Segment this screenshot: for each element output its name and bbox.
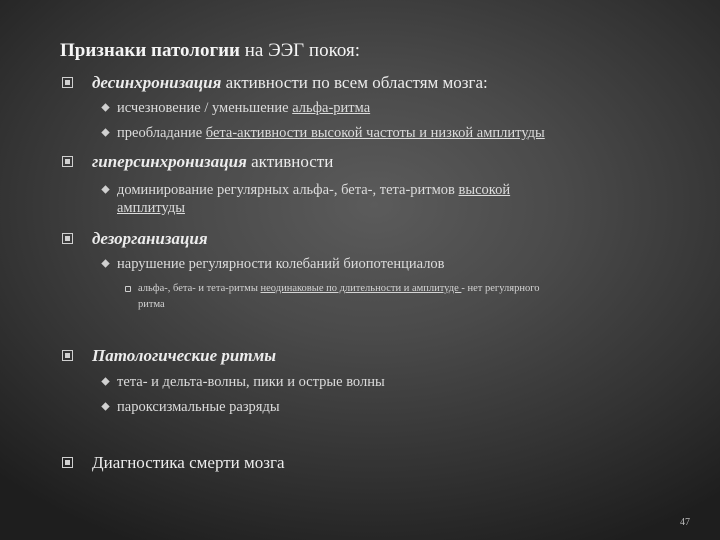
diamond-bullet-icon bbox=[101, 402, 109, 410]
page-number: 47 bbox=[680, 517, 690, 528]
sub-item-continuation bbox=[117, 200, 185, 217]
sub-item bbox=[117, 374, 385, 391]
bullet-item-brain-death bbox=[92, 453, 285, 473]
diamond-bullet-icon bbox=[101, 128, 109, 136]
sub-item-link[interactable]: высокой bbox=[458, 182, 511, 198]
sub-item-link[interactable]: бета-активности высокой частоты и низкой амплитуды bbox=[205, 125, 545, 141]
slide-title bbox=[60, 40, 360, 62]
square-bullet-icon bbox=[62, 233, 73, 244]
item-emphasis: Патологические ритмы bbox=[92, 346, 277, 365]
sub-sub-item bbox=[138, 282, 540, 296]
item-text: Диагностика смерти мозга bbox=[92, 453, 285, 472]
sub-item bbox=[117, 182, 510, 199]
sub-item bbox=[117, 256, 445, 273]
sub-item-text: тета- и дельта-волны, пики и острые волны bbox=[117, 374, 385, 390]
sub-item bbox=[117, 125, 545, 142]
sub-sub-item-text-line2: ритма bbox=[138, 299, 165, 310]
slide-title-bold: Признаки патологии bbox=[60, 40, 240, 61]
sub-sub-item-text-post: - нет регулярного bbox=[461, 283, 540, 294]
item-emphasis: гиперсинхронизация bbox=[92, 152, 247, 171]
sub-item-link-continuation[interactable]: амплитуды bbox=[117, 200, 185, 216]
sub-sub-item-continuation bbox=[138, 298, 165, 312]
sub-sub-item-link[interactable]: неодинаковые по длительности и амплитуде bbox=[260, 283, 462, 294]
bullet-item-pathological-rhythms bbox=[92, 346, 276, 366]
item-text: активности по всем областям мозга: bbox=[221, 73, 488, 92]
small-square-bullet-icon bbox=[125, 286, 131, 292]
square-bullet-icon bbox=[62, 457, 73, 468]
item-text: активности bbox=[246, 152, 334, 171]
bullet-item-hypersynchronization bbox=[92, 152, 333, 172]
sub-item-text: нарушение регулярности колебаний биопотенциалов bbox=[117, 256, 445, 272]
slide-title-rest: на ЭЭГ покоя: bbox=[240, 40, 361, 61]
sub-item-text: преобладание bbox=[117, 125, 206, 141]
diamond-bullet-icon bbox=[101, 103, 109, 111]
diamond-bullet-icon bbox=[101, 259, 109, 267]
sub-item-text: исчезновение / уменьшение bbox=[117, 100, 293, 116]
bullet-item-desynchronization bbox=[92, 73, 488, 93]
square-bullet-icon bbox=[62, 350, 73, 361]
diamond-bullet-icon bbox=[101, 185, 109, 193]
diamond-bullet-icon bbox=[101, 377, 109, 385]
sub-item bbox=[117, 100, 370, 117]
bullet-item-disorganization bbox=[92, 229, 208, 249]
item-emphasis: десинхронизация bbox=[92, 73, 222, 92]
sub-sub-item-text: альфа-, бета- и тета-ритмы bbox=[138, 283, 261, 294]
square-bullet-icon bbox=[62, 77, 73, 88]
sub-item-link[interactable]: альфа-ритма bbox=[292, 100, 371, 116]
sub-item bbox=[117, 399, 280, 416]
item-emphasis: дезорганизация bbox=[92, 229, 208, 248]
square-bullet-icon bbox=[62, 156, 73, 167]
sub-item-text: доминирование регулярных альфа-, бета-, тета-ритмов bbox=[117, 182, 459, 198]
sub-item-text: пароксизмальные разряды bbox=[117, 399, 280, 415]
